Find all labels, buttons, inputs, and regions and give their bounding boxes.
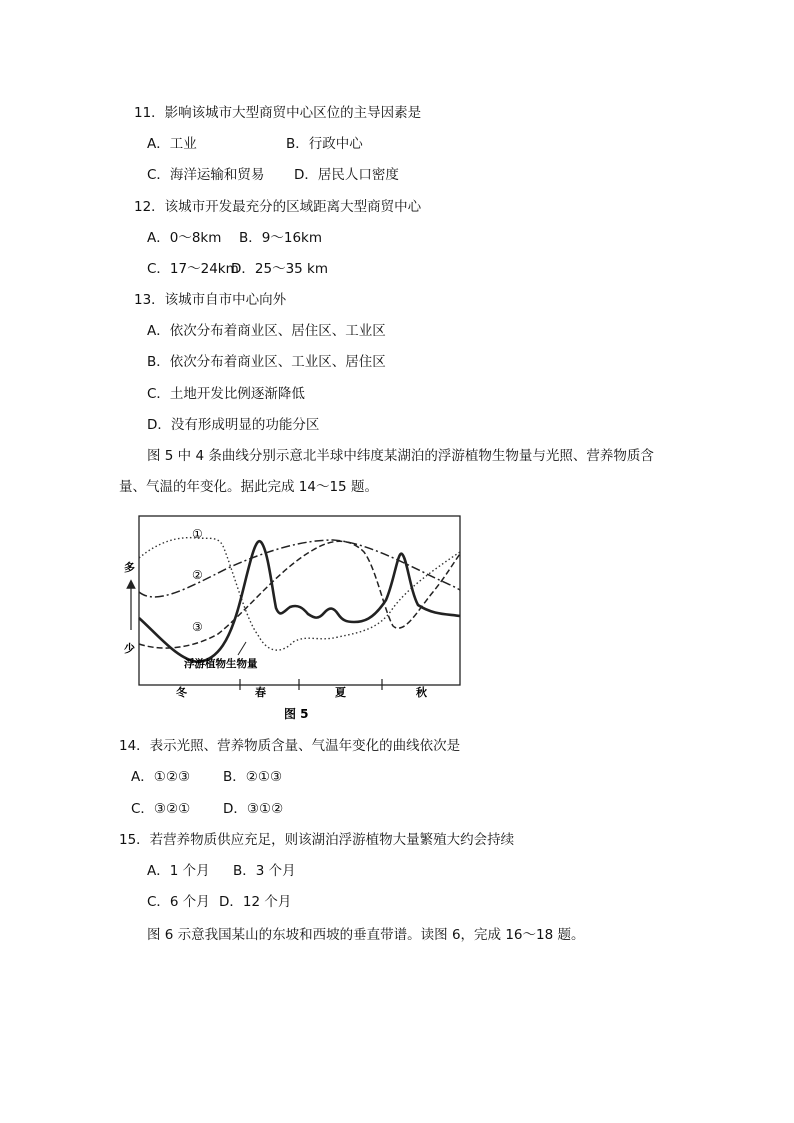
series-three-curve (139, 541, 460, 648)
q12-option-d: D．25～35 km (231, 261, 329, 277)
q15-stem: 15．若营养物质供应充足，则该湖泊浮游植物大量繁殖大约会持续 (119, 832, 515, 848)
marker-three: ③ (192, 620, 203, 634)
q11-option-b: B．行政中心 (286, 136, 363, 152)
q11-stem: 11．影响该城市大型商贸中心区位的主导因素是 (134, 105, 422, 121)
q12-option-a: A．0～8km (147, 230, 222, 246)
q13-option-d: D．没有形成明显的功能分区 (147, 417, 320, 433)
biomass-label: 浮游植物生物量 (184, 658, 258, 670)
season-autumn: 秋 (416, 686, 427, 699)
series-one-curve (139, 538, 460, 650)
biomass-leader-line (238, 642, 246, 655)
q11-option-a: A．工业 (147, 136, 197, 152)
marker-one: ① (192, 527, 203, 541)
q15-option-a: A．1 个月 (147, 863, 210, 879)
q13-stem: 13．该城市自市中心向外 (134, 292, 287, 308)
q11-option-d: D．居民人口密度 (294, 167, 399, 183)
q14-option-b: B．②①③ (223, 769, 283, 785)
fig5-intro-line1: 图 5 中 4 条曲线分别示意北半球中纬度某湖泊的浮游植物生物量与光照、营养物质含 (147, 448, 654, 464)
q13-option-c: C．土地开发比例逐渐降低 (147, 386, 305, 402)
q15-option-c: C．6 个月 (147, 894, 210, 910)
q15-option-d: D．12 个月 (219, 894, 292, 910)
q14-stem: 14．表示光照、营养物质含量、气温年变化的曲线依次是 (119, 738, 461, 754)
q12-stem: 12．该城市开发最充分的区域距离大型商贸中心 (134, 199, 422, 215)
figure-5-svg (118, 510, 468, 728)
q13-option-a: A．依次分布着商业区、居住区、工业区 (147, 323, 386, 339)
fig6-intro: 图 6 示意我国某山的东坡和西坡的垂直带谱。读图 6，完成 16～18 题。 (147, 927, 585, 943)
q14-option-a: A．①②③ (131, 769, 191, 785)
figure-caption: 图 5 (284, 707, 309, 721)
season-summer: 夏 (335, 686, 346, 699)
season-winter: 冬 (176, 686, 187, 699)
marker-two: ② (192, 568, 203, 582)
ylabel-top: 多 (124, 561, 135, 574)
q11-option-c: C．海洋运输和贸易 (147, 167, 265, 183)
q14-option-c: C．③②① (131, 801, 191, 817)
q12-option-b: B．9～16km (239, 230, 322, 246)
fig5-intro-line2: 量、气温的年变化。据此完成 14～15 题。 (119, 479, 378, 495)
q12-option-c: C．17～24km (147, 261, 239, 277)
season-spring: 春 (255, 686, 266, 699)
figure-5 (118, 510, 468, 728)
q14-option-d: D．③①② (223, 801, 284, 817)
ylabel-bottom: 少 (124, 642, 135, 655)
q15-option-b: B．3 个月 (233, 863, 296, 879)
q13-option-b: B．依次分布着商业区、工业区、居住区 (147, 354, 386, 370)
